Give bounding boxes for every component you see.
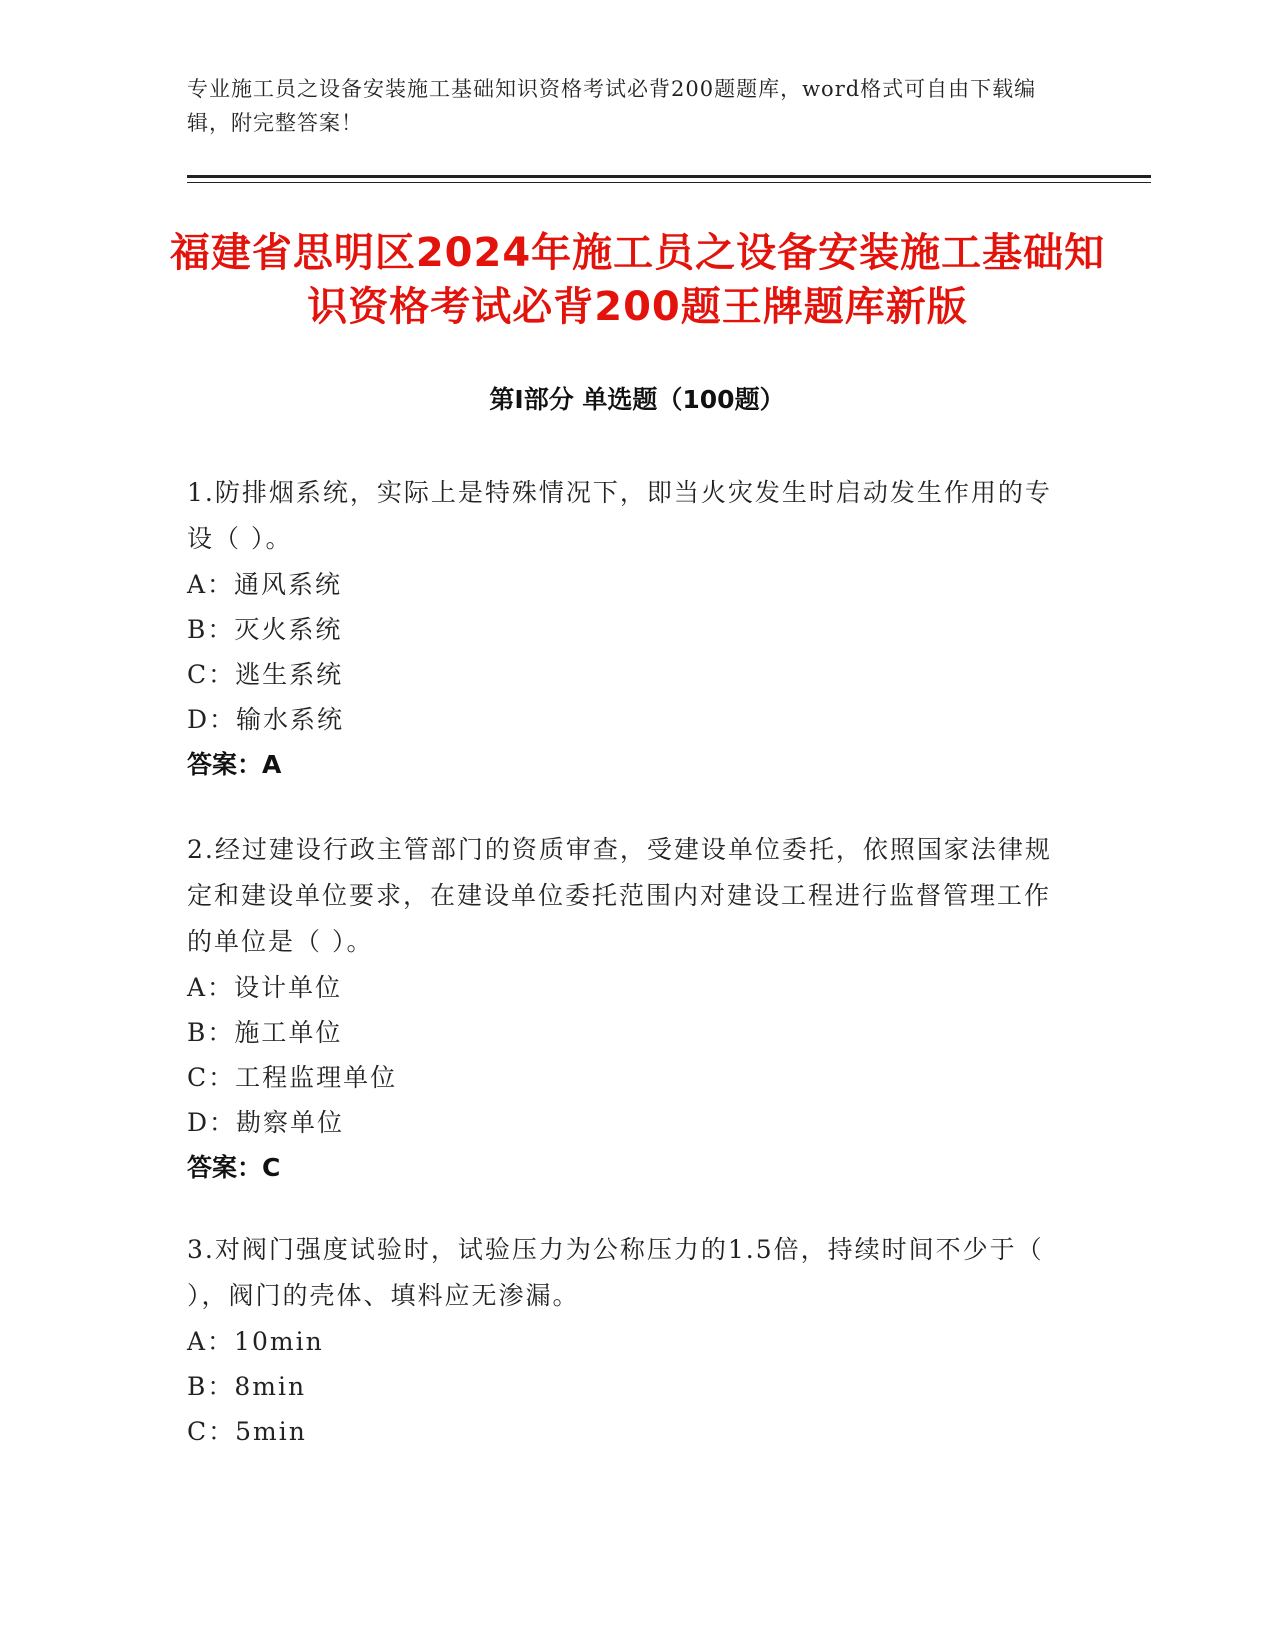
option-b: B：8min [187, 1372, 307, 1401]
question-stem: 1.防排烟系统，实际上是特殊情况下，即当火灾发生时启动发生作用的专设（ ）。 [187, 478, 1052, 553]
question-stem: 3.对阀门强度试验时，试验压力为公称压力的1.5倍，持续时间不少于（ ），阀门的壳体、填料应无渗漏。 [187, 1235, 1044, 1310]
option-d: D：勘察单位 [187, 1108, 345, 1137]
option-c: C：逃生系统 [187, 660, 344, 689]
answer-label: 答案：C [187, 1153, 281, 1182]
option-a: A：10min [187, 1327, 324, 1356]
question-stem: 2.经过建设行政主管部门的资质审查，受建设单位委托，依照国家法律规定和建设单位要求，在建设单位委托范围内对建设工程进行监督管理工作的单位是（ ）。 [187, 835, 1052, 956]
option-c: C：5min [187, 1417, 307, 1446]
header-note: 专业施工员之设备安装施工基础知识资格考试必背200题题库，word格式可自由下载编辑，附完整答案！ [187, 77, 1037, 135]
question-block [187, 470, 1067, 788]
option-d: D：输水系统 [187, 705, 345, 734]
document-title: 福建省思明区2024年施工员之设备安装施工基础知识资格考试必背200题王牌题库新版 [169, 230, 1106, 330]
option-a: A：通风系统 [187, 570, 343, 599]
option-b: B：灭火系统 [187, 615, 343, 644]
header-divider-thick [187, 175, 1151, 178]
question-block [187, 1227, 1067, 1454]
section-heading: 第Ⅰ部分 单选题（100题） [489, 385, 785, 414]
option-a: A：设计单位 [187, 973, 343, 1002]
header-divider-thin [187, 182, 1151, 183]
option-c: C：工程监理单位 [187, 1063, 398, 1092]
question-block [187, 827, 1067, 1191]
answer-label: 答案：A [187, 750, 282, 779]
option-b: B：施工单位 [187, 1018, 343, 1047]
